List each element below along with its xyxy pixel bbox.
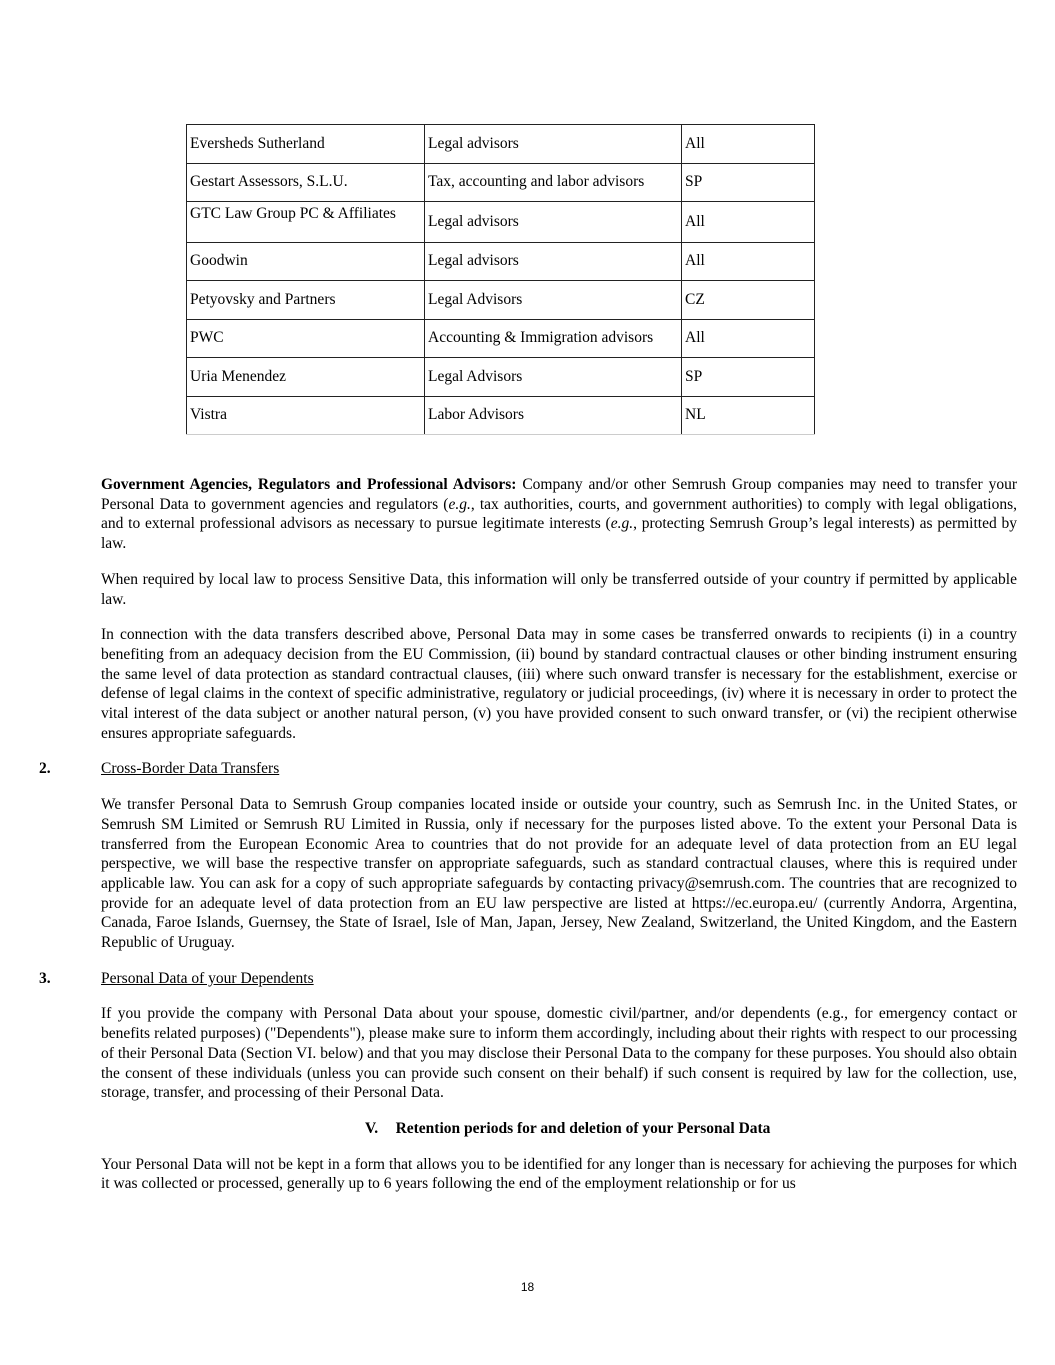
advisor-name-cell: Petyovsky and Partners [187, 281, 425, 320]
table-row [187, 396, 815, 435]
onward-transfer-paragraph: In connection with the data transfers described above, Personal Data may in some cases be transferred onwards to recipients (i) in a country benefiting from an adequacy decision from the EU Commission, (ii) bound by standard contractual clauses or other binding instrument ensuring the same level of data protection as standard contractual clauses, (iii) where such onward transfer is necessary for the establishment, exercise or defense of legal claims in the context of specific administrative, regulatory or judicial proceedings, (iv) where it is necessary in order to protect the vital interest of the data subject or another natural person, (v) you have provided consent to such onward transfer, or (vi) the recipient otherwise ensures appropriate safeguards. [101, 626, 1017, 742]
section-number: 2. [39, 760, 51, 778]
advisor-region-cell: All [682, 125, 815, 164]
advisor-region-cell: NL [682, 396, 815, 435]
advisor-region-cell: All [682, 242, 815, 281]
page-number: 18 [520, 1280, 535, 1294]
text: , protecting Semrush Group’s legal interests) as permitted by law. [101, 515, 1017, 553]
advisors-table [186, 124, 815, 435]
table-row [187, 202, 815, 243]
table-row [187, 319, 815, 358]
section-3-text: If you provide the company with Personal Data about your spouse, domestic civil/partner, and/or dependents (e.g., for emergency contact or benefits related purposes) ("Dependents"), please make sure to inform them accordingly, including about their rights with respect to our processing of their Personal Data (Section VI. below) and that you may disclose their Personal Data to the company for these purposes. You should also obtain the consent of these individuals (unless you can provide such consent on their behalf) if such consent is required by law for the collection, use, storage, transfer, and processing of their Personal Data. [101, 1005, 1017, 1102]
advisor-region-cell: All [682, 319, 815, 358]
gov-agencies-paragraph [101, 475, 1017, 554]
advisor-name-cell: Uria Menendez [187, 358, 425, 397]
section-3-heading [39, 969, 1017, 989]
advisor-role-cell: Legal Advisors [425, 358, 682, 397]
advisor-region-cell: SP [682, 358, 815, 397]
section-title: Cross-Border Data Transfers [101, 760, 280, 778]
section-2-heading [39, 759, 1017, 779]
advisor-role-cell: Legal Advisors [425, 281, 682, 320]
section-v-text: Your Personal Data will not be kept in a form that allows you to be identified for any longer than is necessary for achieving the purposes for which it was collected or processed, generally up to 6 years following the end of the employment relationship or for us [101, 1155, 1017, 1193]
advisor-region-cell: CZ [682, 281, 815, 320]
text: Company and/or other Semrush Group companies may need to transfer your Personal Data to government agencies and regulators ( [101, 476, 1017, 513]
table-row [187, 242, 815, 281]
advisor-region-cell: All [682, 202, 815, 243]
table-row [187, 358, 815, 397]
section-title: Retention periods for and deletion of your Personal Data [395, 1119, 771, 1137]
table-row [187, 125, 815, 164]
sensitive-data-paragraph: When required by local law to process Sensitive Data, this information will only be transferred outside of your country if permitted by applicable law. [101, 570, 1017, 608]
table-row [187, 281, 815, 320]
section-number: 3. [39, 969, 51, 987]
section-v-heading [101, 1119, 1017, 1139]
advisor-region-cell: SP [682, 163, 815, 202]
advisor-role-cell: Accounting & Immigration advisors [425, 319, 682, 358]
advisor-name-cell: Vistra [187, 396, 425, 435]
advisor-name-cell: PWC [187, 319, 425, 358]
section-2-text: We transfer Personal Data to Semrush Group companies located inside or outside your country, such as Semrush Inc. in the United States, or Semrush SM Limited or Semrush RU Limited in Russia, only if necessary for the purposes listed above. To the extent your Personal Data is transferred from the European Economic Area to countries that do not provide for an adequate level of data protection from an EU legal perspective, we will base the respective transfer on appropriate safeguards, such as standard contractual clauses, where this is required under applicable law. You can ask for a copy of such appropriate safeguards by contacting privacy@semrush.com. The countries that are recognized to provide for an adequate level of data protection from an EU law perspective are listed at https://ec.europa.eu/ (currently Andorra, Argentina, Canada, Faroe Islands, Guernsey, the State of Israel, Isle of Man, Japan, Jersey, New Zealand, Switzerland, the United Kingdom, and the Eastern Republic of Uruguay. [101, 796, 1017, 952]
advisor-name-cell: Gestart Assessors, S.L.U. [187, 163, 425, 202]
text: , tax authorities, courts, and government authorities) to comply with legal obligations, and to external professional advisors as necessary to pursue legitimate interests ( [101, 495, 1017, 533]
text: e.g. [448, 495, 471, 513]
advisor-role-cell: Tax, accounting and labor advisors [425, 163, 682, 202]
advisor-name-cell: GTC Law Group PC & Affiliates [187, 202, 425, 243]
advisor-role-cell: Legal advisors [425, 125, 682, 164]
advisor-role-cell: Legal advisors [425, 242, 682, 281]
section-title: Personal Data of your Dependents [101, 969, 314, 987]
advisor-name-cell: Goodwin [187, 242, 425, 281]
document-body [39, 475, 1017, 1210]
advisor-name-cell: Eversheds Sutherland [187, 125, 425, 164]
section-number: V. [365, 1119, 379, 1137]
advisor-role-cell: Labor Advisors [425, 396, 682, 435]
gov-agencies-heading: Government Agencies, Regulators and Professional Advisors: [101, 476, 517, 493]
text: e.g. [610, 515, 634, 533]
table-row [187, 163, 815, 202]
advisor-role-cell: Legal advisors [425, 202, 682, 243]
